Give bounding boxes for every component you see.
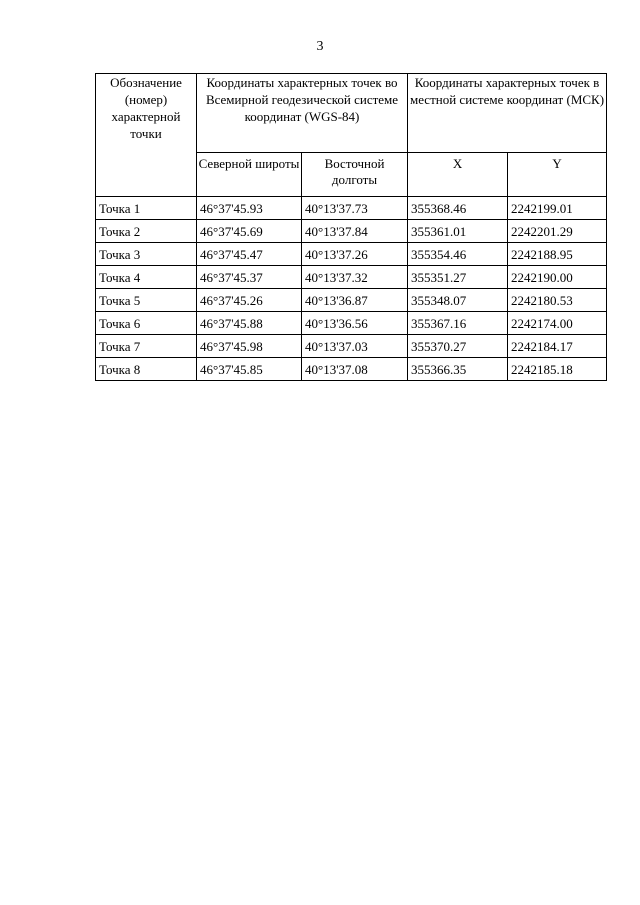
cell-longitude: 40°13'37.84 (302, 220, 408, 243)
cell-point: Точка 5 (96, 289, 197, 312)
cell-longitude: 40°13'37.03 (302, 335, 408, 358)
cell-y: 2242184.17 (508, 335, 607, 358)
cell-latitude: 46°37'45.93 (197, 197, 302, 220)
table-row (96, 335, 607, 358)
page-number: 3 (316, 39, 324, 54)
cell-latitude: 46°37'45.37 (197, 266, 302, 289)
header-wgs84-coordinates: Координаты характерных точек во Всемирной геодезической системе координат (WGS-84) (197, 74, 408, 153)
cell-y: 2242199.01 (508, 197, 607, 220)
table-row (96, 220, 607, 243)
cell-longitude: 40°13'37.32 (302, 266, 408, 289)
cell-x: 355348.07 (408, 289, 508, 312)
cell-point: Точка 2 (96, 220, 197, 243)
cell-x: 355368.46 (408, 197, 508, 220)
table-row (96, 243, 607, 266)
cell-latitude: 46°37'45.98 (197, 335, 302, 358)
table-row (96, 358, 607, 381)
cell-x: 355361.01 (408, 220, 508, 243)
cell-point: Точка 8 (96, 358, 197, 381)
cell-latitude: 46°37'45.47 (197, 243, 302, 266)
header-msk-coordinates: Координаты характерных точек в местной системе координат (МСК) (408, 74, 607, 153)
header-y: Y (508, 153, 607, 197)
table-row (96, 289, 607, 312)
cell-y: 2242174.00 (508, 312, 607, 335)
cell-longitude: 40°13'37.08 (302, 358, 408, 381)
cell-x: 355367.16 (408, 312, 508, 335)
cell-longitude: 40°13'37.73 (302, 197, 408, 220)
header-point-designation: Обозначение (номер) характерной точки (96, 74, 197, 197)
cell-point: Точка 7 (96, 335, 197, 358)
cell-latitude: 46°37'45.26 (197, 289, 302, 312)
cell-point: Точка 1 (96, 197, 197, 220)
cell-x: 355366.35 (408, 358, 508, 381)
table-row (96, 266, 607, 289)
table-row (96, 312, 607, 335)
cell-latitude: 46°37'45.88 (197, 312, 302, 335)
cell-y: 2242185.18 (508, 358, 607, 381)
cell-y: 2242180.53 (508, 289, 607, 312)
cell-longitude: 40°13'37.26 (302, 243, 408, 266)
cell-y: 2242190.00 (508, 266, 607, 289)
cell-latitude: 46°37'45.69 (197, 220, 302, 243)
table-header-row (96, 74, 607, 153)
table-row (96, 197, 607, 220)
cell-y: 2242201.29 (508, 220, 607, 243)
cell-longitude: 40°13'36.56 (302, 312, 408, 335)
cell-point: Точка 4 (96, 266, 197, 289)
header-x: X (408, 153, 508, 197)
cell-point: Точка 6 (96, 312, 197, 335)
coordinates-table (95, 73, 607, 381)
cell-x: 355351.27 (408, 266, 508, 289)
cell-x: 355370.27 (408, 335, 508, 358)
header-north-latitude: Северной широты (197, 153, 302, 197)
cell-longitude: 40°13'36.87 (302, 289, 408, 312)
cell-latitude: 46°37'45.85 (197, 358, 302, 381)
cell-y: 2242188.95 (508, 243, 607, 266)
cell-x: 355354.46 (408, 243, 508, 266)
cell-point: Точка 3 (96, 243, 197, 266)
header-east-longitude: Восточной долготы (302, 153, 408, 197)
